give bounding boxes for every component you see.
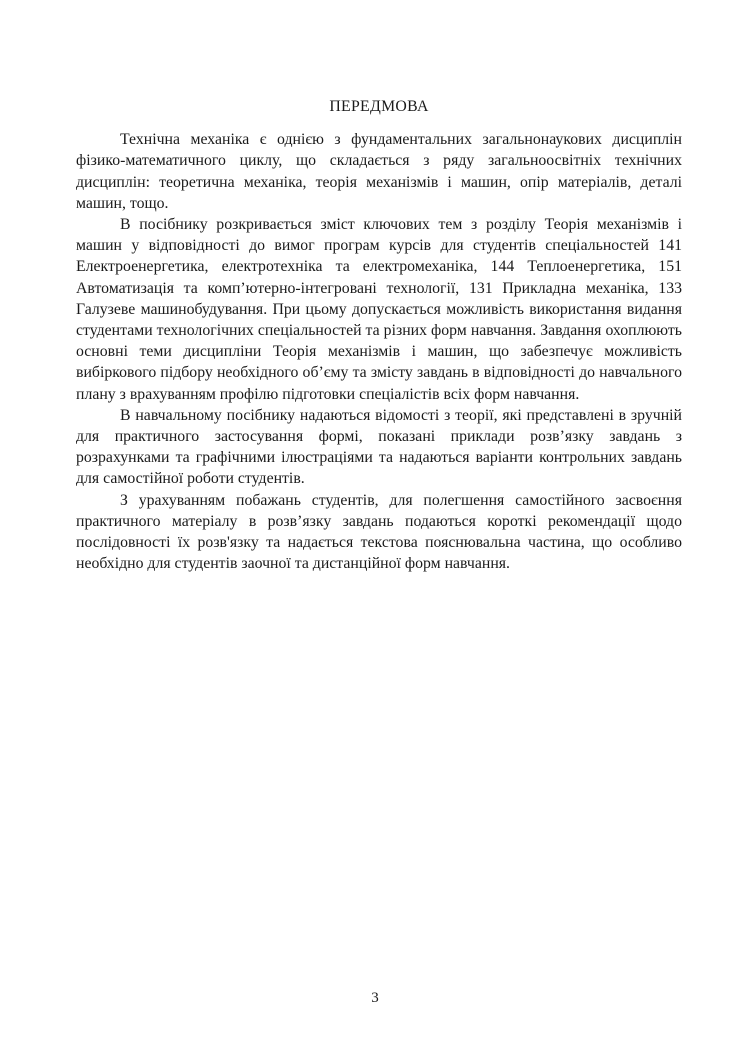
paragraph-4: З урахуванням побажань студентів, для полегшення самостійного засвоєння практичного матеріалу в розв’язку завдань подаються короткі рекомендації щодо послідовності їх розв'язку та надається текстова пояснювальна частина, що особливо необхідно для студентів заочної та дистанційної форм навчання.	[76, 491, 682, 573]
paragraph-1: Технічна механіка є однією з фундаментальних загальнонаукових дисциплін фізико-математичного циклу, що складається з ряду загальноосвітніх технічних дисциплін: теоретична механіка, теорія механізмів і машин, опір матеріалів, деталі машин, тощо.	[76, 131, 682, 212]
page-title: ПЕРЕДМОВА	[329, 98, 429, 115]
page-content	[76, 96, 682, 574]
paragraph-2: В посібнику розкривається зміст ключових тем з розділу Теорія механізмів і машин у відповідності до вимог програм курсів для студентів спеціальностей 141 Електроенергетика, електротехніка та електромеханіка, 144 Теплоенергетика, 151 Автоматизація та комп’ютерно-інтегровані технології, 131 Прикладна механіка, 133 Галузеве машинобудування. При цьому допускається можливість використання видання студентами технологічних спеціальностей та різних форм навчання. Завдання охоплюють основні теми дисципліни Теорія механізмів і машин, що забезпечує можливість вибіркового підбору необхідного об’єму та змісту завдань в відповідності до навчального плану з врахуванням профілю підготовки спеціалістів всіх форм навчання.	[76, 216, 682, 403]
paragraph-3: В навчальному посібнику надаються відомості з теорії, які представлені в зручній для практичного застосування формі, показані приклади розв’язку завдань з розрахунками та графічними ілюстраціями та надаються варіанти контрольних завдань для самостійної роботи студентів.	[76, 406, 682, 488]
page-number: 3	[371, 990, 379, 1006]
